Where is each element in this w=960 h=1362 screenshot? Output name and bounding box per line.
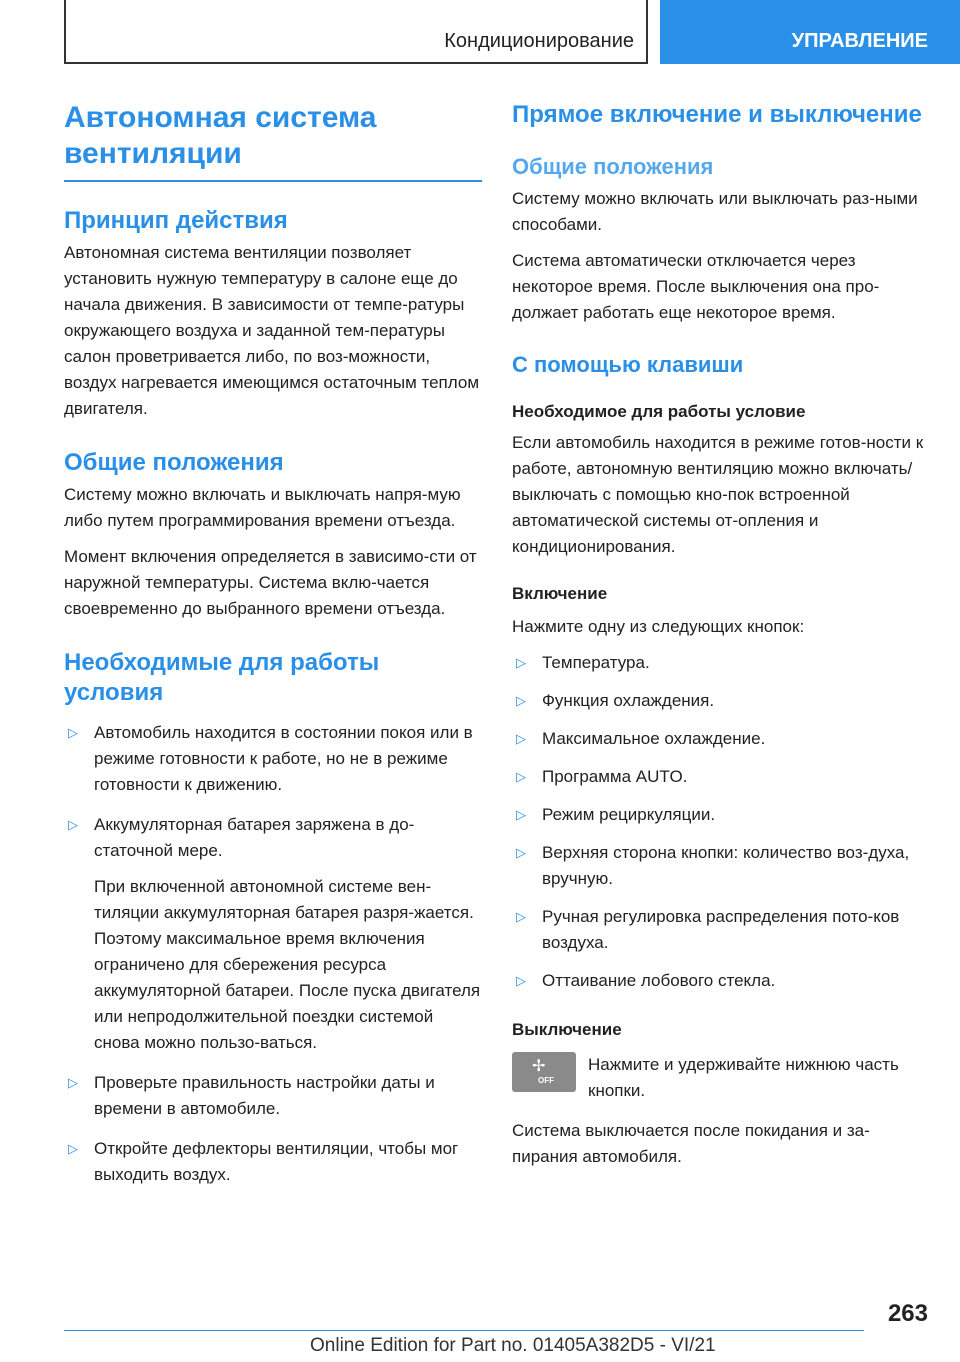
arrow-icon: ▷ bbox=[516, 769, 526, 784]
list-item: ▷ Автомобиль находится в состоянии покоя или в режиме готовности к работе, но не в режиме готовности к движению. bbox=[64, 720, 482, 798]
fan-off-icon: ✢ OFF bbox=[512, 1052, 576, 1092]
right-general-heading: Общие положения bbox=[512, 154, 714, 179]
page-title: Автономная система вентиляции bbox=[64, 101, 377, 170]
header-chapter-box bbox=[64, 0, 648, 64]
arrow-icon: ▷ bbox=[516, 973, 526, 988]
requirement-heading: Необходимое для работы условие bbox=[512, 402, 806, 421]
arrow-icon: ▷ bbox=[68, 725, 78, 740]
list-item: ▷ Проверьте правильность настройки даты и времени в автомобиле. bbox=[64, 1070, 482, 1122]
off-after-text: Система выключается после покидания и за-пирания автомобиля. bbox=[512, 1121, 870, 1166]
list-item: ▷ Откройте дефлекторы вентиляции, чтобы мог выходить воздух. bbox=[64, 1136, 482, 1188]
list-item: ▷ Температура. bbox=[512, 650, 930, 676]
list-item: ▷ Ручная регулировка распределения пото-ков воздуха. bbox=[512, 904, 930, 956]
general-paragraph-2: Момент включения определяется в зависимо-сти от наружной температуры. Система вклю-чается своевременно до выбранного времени отъезда. bbox=[64, 547, 477, 618]
principle-heading: Принцип действия bbox=[64, 207, 288, 234]
conditions-heading: Необходимые для работы условия bbox=[64, 649, 380, 706]
page-number: 263 bbox=[887, 1300, 928, 1327]
right-column bbox=[512, 100, 930, 1170]
requirement-text: Если автомобиль находится в режиме готов-ности к работе, автономную вентиляцию можно включать/выключать с помощью кно-пок встроенной автоматической системы от-опления и кондиционирования. bbox=[512, 433, 924, 556]
list-item: ▷ Режим рециркуляции. bbox=[512, 802, 930, 828]
arrow-icon: ▷ bbox=[516, 655, 526, 670]
principle-text: Автономная система вентиляции позволяет установить нужную температуру в салоне еще до начала движения. В зависимости от темпе-ратуры окружающего воздуха и заданной тем-пературы салон проветривается либо, по воз-можности, воздух нагревается имеющимся остаточным теплом двигателя. bbox=[64, 243, 480, 418]
section-title: УПРАВЛЕНИЕ bbox=[791, 30, 928, 52]
direct-title: Прямое включение и выключение bbox=[512, 101, 922, 128]
on-intro: Нажмите одну из следующих кнопок: bbox=[512, 617, 805, 636]
right-general-p2: Система автоматически отключается через некоторое время. После выключения она про-должает работать еще некоторое время. bbox=[512, 251, 880, 322]
list-item: ▷ Верхняя сторона кнопки: количество воз-духа, вручную. bbox=[512, 840, 930, 892]
arrow-icon: ▷ bbox=[68, 1075, 78, 1090]
battery-note: При включенной автономной системе вен-тиляции аккумуляторная батарея разря-жается. Поэтому максимальное время включения ограничено для сбережения ресурса аккумуляторной батареи. После пуска двигателя или непродолжительной поездки системой снова можно пользо-ваться. bbox=[94, 877, 481, 1052]
on-heading: Включение bbox=[512, 584, 608, 603]
general-heading: Общие положения bbox=[64, 449, 284, 476]
off-row bbox=[512, 1052, 930, 1104]
on-list bbox=[512, 650, 930, 994]
list-item: ▷ Функция охлаждения. bbox=[512, 688, 930, 714]
list-item: ▷ Программа AUTO. bbox=[512, 764, 930, 790]
left-column bbox=[64, 100, 482, 1188]
list-item: ▷ Оттаивание лобового стекла. bbox=[512, 968, 930, 994]
general-paragraph-1: Систему можно включать и выключать напря-мую либо путем программирования времени отъезда. bbox=[64, 485, 461, 530]
arrow-icon: ▷ bbox=[68, 817, 78, 832]
footer-rule bbox=[64, 1330, 864, 1331]
header-section-box bbox=[660, 0, 960, 64]
chapter-title: Кондиционирование bbox=[444, 30, 634, 52]
arrow-icon: ▷ bbox=[516, 693, 526, 708]
off-icon-label: OFF bbox=[538, 1076, 554, 1085]
off-text: Нажмите и удерживайте нижнюю часть кнопки. bbox=[588, 1055, 899, 1100]
arrow-icon: ▷ bbox=[516, 845, 526, 860]
arrow-icon: ▷ bbox=[516, 807, 526, 822]
title-rule bbox=[64, 180, 482, 182]
list-item: ▷ Максимальное охлаждение. bbox=[512, 726, 930, 752]
arrow-icon: ▷ bbox=[516, 909, 526, 924]
list-item: ▷ Аккумуляторная батарея заряжена в до-статочной мере. При включенной автономной системе вен-тиляции аккумуляторная батарея разря-жается. Поэтому максимальное время включения ограничено для сбережения ресурса аккумуляторной батареи. После пуска двигателя или непродолжительной поездки системой снова можно пользо-ваться. bbox=[64, 812, 482, 1056]
arrow-icon: ▷ bbox=[68, 1141, 78, 1156]
button-heading: С помощью клавиши bbox=[512, 352, 744, 377]
footer-text: Online Edition for Part no. 01405A382D5 - VI/21 bbox=[310, 1335, 716, 1356]
right-general-p1: Систему можно включать или выключать раз-ными способами. bbox=[512, 189, 918, 234]
off-heading: Выключение bbox=[512, 1020, 622, 1039]
arrow-icon: ▷ bbox=[516, 731, 526, 746]
conditions-list bbox=[64, 720, 482, 1188]
